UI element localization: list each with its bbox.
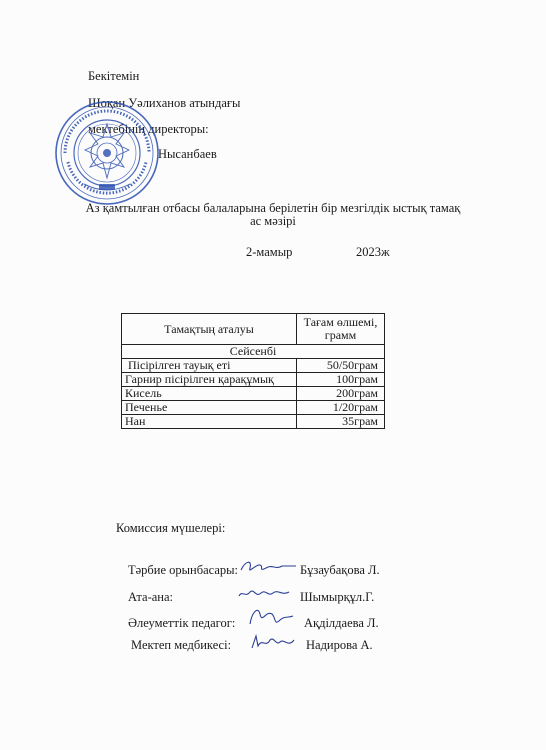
school-name: Шоқан Уәлиханов атындағы — [88, 96, 241, 110]
school-seal-icon — [54, 100, 160, 206]
dish-name: Гарнир пісірілген қарақұмық — [122, 373, 297, 387]
table-row — [122, 415, 385, 429]
document-title-line1: Аз қамтылған отбасы балаларына берілетін бір мезгілдік ыстық тамақ — [85, 201, 461, 215]
dish-amount: 35грам — [297, 415, 385, 429]
table-header-row — [122, 314, 385, 345]
day-label: Сейсенбі — [122, 345, 385, 359]
table-row — [122, 359, 385, 373]
dish-name: Печенье — [122, 401, 297, 415]
member-role: Мектеп медбикесі: — [131, 638, 232, 652]
column-header-portion: Тағам өлшемі, грамм — [297, 314, 385, 345]
day-row — [122, 345, 385, 359]
member-role: Тәрбие орынбасары: — [128, 563, 239, 577]
member-role: Әлеуметтік педагог: — [128, 616, 236, 630]
member-name: Шымырқұл.Г. — [300, 590, 375, 604]
dish-amount: 1/20грам — [297, 401, 385, 415]
dish-amount: 100грам — [297, 373, 385, 387]
member-name: Надирова А. — [306, 638, 373, 652]
director-title: мектебінің директоры: — [88, 122, 209, 136]
dish-name: Нан — [122, 415, 297, 429]
member-role: Ата-ана: — [128, 590, 173, 604]
signature-icon — [248, 630, 298, 654]
menu-year: 2023ж — [356, 245, 390, 259]
dish-amount: 200грам — [297, 387, 385, 401]
document-title-line2: ас мәзірі — [250, 214, 296, 228]
commission-title: Комиссия мүшелері: — [116, 521, 226, 535]
table-row — [122, 387, 385, 401]
signature-icon — [238, 556, 298, 578]
approve-heading: Бекітемін — [88, 69, 140, 83]
menu-table — [121, 313, 385, 429]
column-header-dish: Тамақтың аталуы — [122, 314, 297, 345]
director-name: Нысанбаев — [158, 147, 217, 161]
dish-name: Кисель — [122, 387, 297, 401]
menu-date: 2-мамыр — [246, 245, 293, 259]
dish-name: Пісірілген тауық еті — [122, 359, 297, 373]
table-row — [122, 401, 385, 415]
table-row — [122, 373, 385, 387]
signature-icon — [246, 604, 296, 632]
member-name: Ақділдаева Л. — [304, 616, 379, 630]
signature-icon — [236, 584, 292, 602]
member-name: Бұзаубақова Л. — [300, 563, 380, 577]
dish-amount: 50/50грам — [297, 359, 385, 373]
